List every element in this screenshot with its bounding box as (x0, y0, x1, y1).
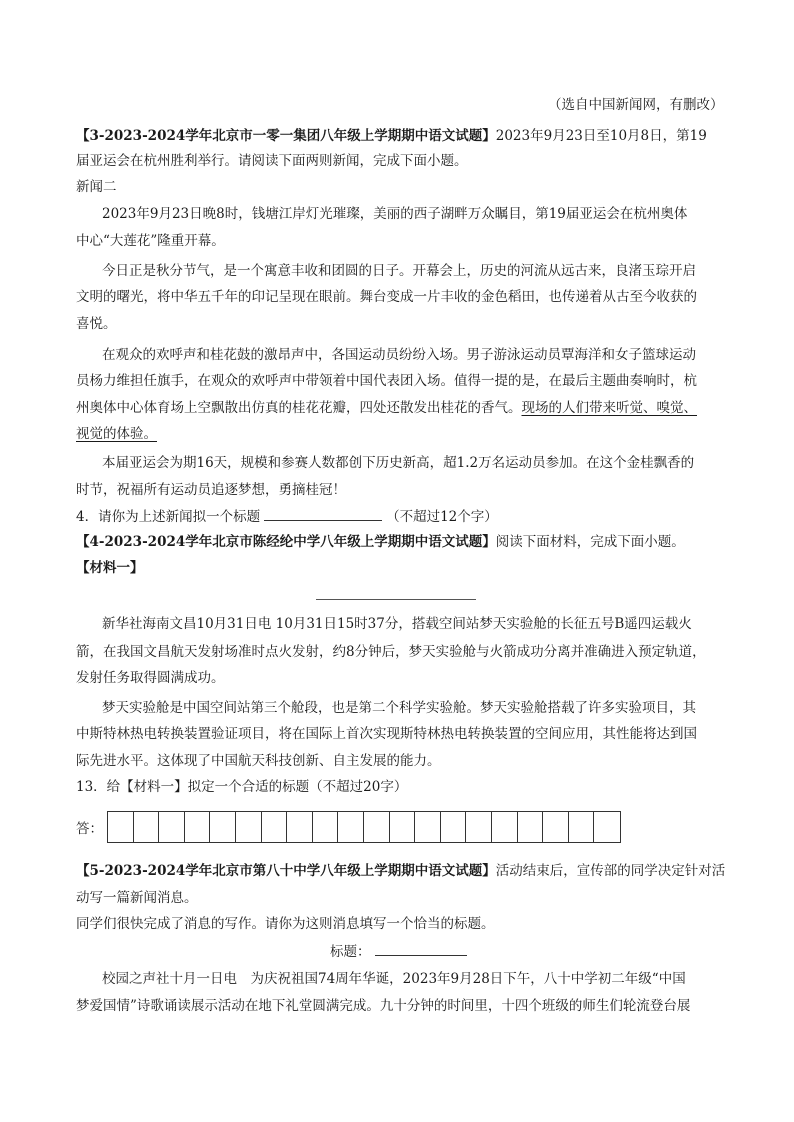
q3-paragraph-line: 时节，祝福所有运动员追逐梦想，勇摘桂冠！ (76, 482, 346, 498)
answer-cell[interactable] (313, 812, 339, 842)
title-label: 标题： (330, 944, 371, 960)
q5-instruction: 同学们很快完成了消息的写作。请你为这则消息填写一个恰当的标题。 (76, 916, 495, 932)
q4-paragraph-line: 发射任务取得圆满成功。 (76, 670, 225, 686)
answer-cell[interactable] (415, 812, 441, 842)
material-title: 【材料一】 (76, 560, 144, 576)
title-blank-line[interactable] (316, 599, 476, 600)
underlined-sentence-end: 视觉的体验。 (76, 426, 157, 442)
answer-label: 答： (76, 821, 103, 837)
answer-cell[interactable] (338, 812, 364, 842)
q4-paragraph-line: 中斯特林热电转换装置验证项目，将在国际上首次实现斯特林热电转换装置的空间应用，其性能将达到国 (76, 726, 697, 742)
q5-paragraph-line: 校园之声社十月一日电 为庆祝祖国74周年华诞，2023年9月28日下午，八十中学初二年级“中国 (102, 971, 686, 987)
answer-cell[interactable] (262, 812, 288, 842)
question-4-hint: （不超过12个字） (386, 509, 498, 525)
q3-paragraph-line: 在观众的欢呼声和桂花鼓的激昂声中，各国运动员纷纷入场。男子游泳运动员覃海洋和女子篮球运动 (102, 347, 696, 363)
q3-intro-line1 (76, 126, 707, 146)
answer-cell[interactable] (108, 812, 134, 842)
q4-intro (76, 532, 685, 552)
q4-paragraph-line: 际先进水平。这体现了中国航天科技创新、自主发展的能力。 (76, 753, 441, 769)
q4-paragraph-line: 箭，在我国文昌航天发射场准时点火发射，约8分钟后，梦天实验舱与火箭成功分离并准确进入预定轨道， (76, 644, 706, 660)
news-title: 新闻二 (76, 179, 117, 195)
q4-exam-label: 【4-2023-2024学年北京市陈经纶中学八年级上学期期中语文试题】 (76, 534, 496, 550)
answer-cell[interactable] (390, 812, 416, 842)
question-13: 13．给【材料一】拟定一个合适的标题（不超过20字） (76, 779, 408, 795)
q3-intro-text: 2023年9月23日至10月8日，第19 (495, 128, 707, 144)
q3-exam-label: 【3-2023-2024学年北京市一零一集团八年级上学期期中语文试题】 (76, 128, 496, 144)
q5-exam-label: 【5-2023-2024学年北京市第八十中学八年级上学期期中语文试题】 (76, 863, 496, 879)
q3-paragraph-line: 中心“大莲花”隆重开幕。 (76, 233, 225, 249)
answer-cell[interactable] (159, 812, 185, 842)
title-field-row (330, 941, 467, 962)
answer-cell[interactable] (185, 812, 211, 842)
q3-paragraph-text: 州奥体中心体育场上空飘散出仿真的桂花花瓣，四处还散发出桂花的香气。 (76, 400, 522, 416)
answer-grid[interactable] (107, 811, 621, 843)
answer-blank[interactable] (264, 506, 382, 521)
question-4-text: 4．请你为上述新闻拟一个标题 (76, 509, 261, 525)
answer-cell[interactable] (594, 812, 620, 842)
q3-paragraph-line: 2023年9月23日晚8时，钱塘江岸灯光璀璨，美丽的西子湖畔万众瞩目，第19届亚运会在杭州奥体 (102, 206, 688, 222)
answer-cell[interactable] (441, 812, 467, 842)
answer-cell[interactable] (210, 812, 236, 842)
q5-intro-text: 活动结束后，宣传部的同学决定针对活 (495, 863, 726, 879)
q4-intro-text: 阅读下面材料，完成下面小题。 (495, 534, 685, 550)
underlined-sentence: 现场的人们带来听觉、嗅觉、 (521, 400, 697, 416)
answer-cell[interactable] (364, 812, 390, 842)
source-note: （选自中国新闻网，有删改） (548, 97, 724, 113)
title-blank[interactable] (375, 941, 467, 956)
question-4 (76, 506, 498, 527)
q3-paragraph-line: 本届亚运会为期16天，规模和参赛人数都创下历史新高，超1.2万名运动员参加。在这个金桂飘香的 (102, 455, 695, 471)
q3-paragraph-line: 文明的曙光，将中华五千年的印记呈现在眼前。舞台变成一片丰收的金色稻田，也传递着从古至今收获的 (76, 289, 697, 305)
answer-cell[interactable] (492, 812, 518, 842)
q5-intro-line1 (76, 861, 725, 881)
q3-paragraph-line: 喜悦。 (76, 316, 117, 332)
q3-intro-line2: 届亚运会在杭州胜利举行。请阅读下面两则新闻，完成下面小题。 (76, 153, 468, 169)
answer-cell[interactable] (287, 812, 313, 842)
answer-cell[interactable] (466, 812, 492, 842)
answer-cell[interactable] (569, 812, 595, 842)
q3-paragraph-line: 今日正是秋分节气，是一个寓意丰收和团圆的日子。开幕会上，历史的河流从远古来，良渚玉琮开启 (102, 263, 696, 279)
answer-cell[interactable] (236, 812, 262, 842)
answer-cell[interactable] (134, 812, 160, 842)
q3-paragraph-line: 员杨力维担任旗手，在观众的欢呼声中带领着中国代表团入场。值得一提的是，在最后主题曲奏响时，杭 (76, 373, 697, 389)
q5-paragraph-line: 梦爱国情”诗歌诵读展示活动在地下礼堂圆满完成。九十分钟的时间里，十四个班级的师生们轮流登台展 (76, 998, 691, 1014)
answer-cell[interactable] (518, 812, 544, 842)
q5-intro-line2: 动写一篇新闻消息。 (76, 890, 198, 906)
q4-paragraph-line: 梦天实验舱是中国空间站第三个舱段，也是第二个科学实验舱。梦天实验舱搭载了许多实验项目，其 (102, 700, 696, 716)
q4-paragraph-line: 新华社海南文昌10月31日电 10月31日15时37分，搭载空间站梦天实验舱的长征五号B遥四运载火 (102, 616, 692, 632)
q3-paragraph-line (76, 398, 697, 418)
answer-cell[interactable] (543, 812, 569, 842)
answer-row (76, 811, 621, 843)
